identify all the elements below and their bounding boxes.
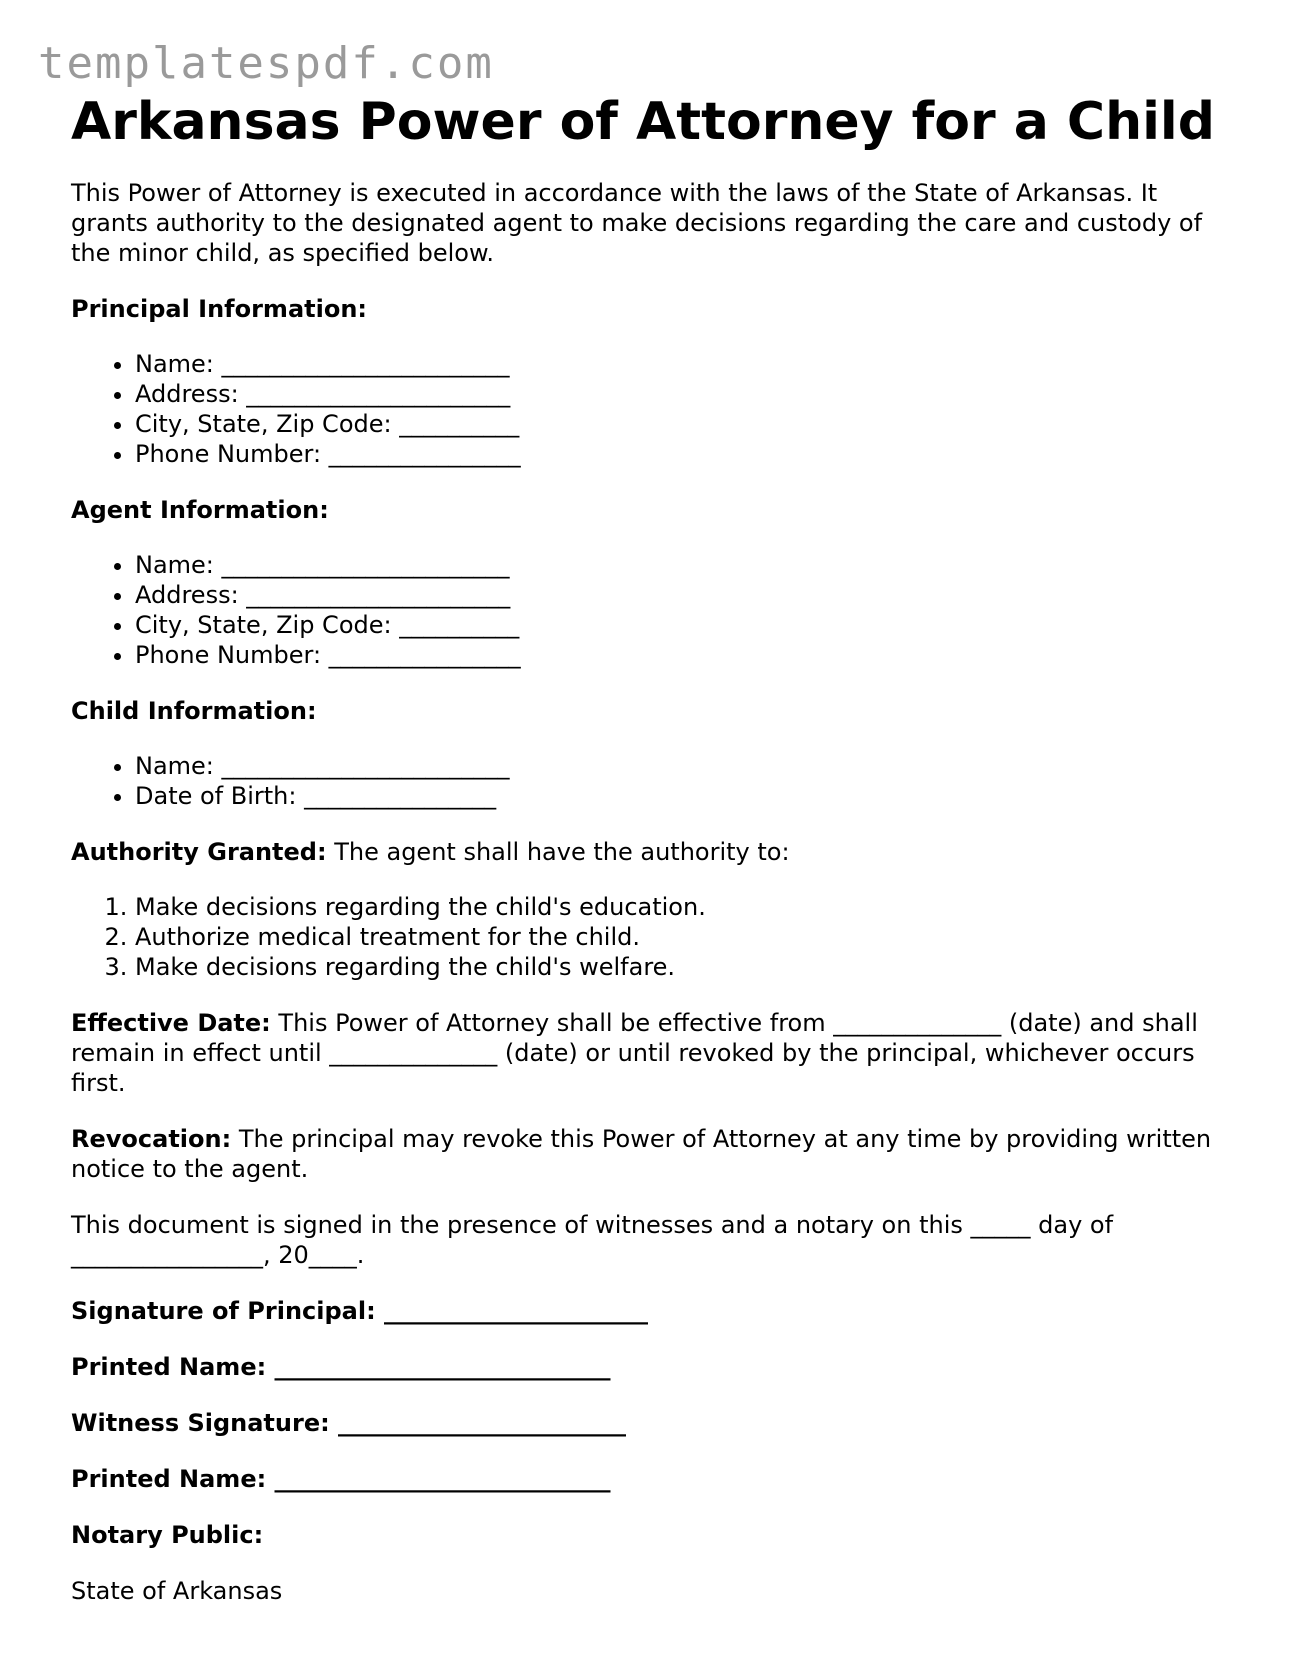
principal-address-field[interactable]: • Address: ______________________ — [135, 379, 1231, 409]
revocation-paragraph — [71, 1124, 1231, 1184]
agent-heading: Agent Information: — [71, 496, 329, 524]
authority-text: The agent shall have the authority to: — [326, 838, 790, 866]
principal-signature-line[interactable]: Signature of Principal: ______________________ — [71, 1297, 649, 1325]
authority-item: 3. Make decisions regarding the child's welfare. — [135, 952, 1231, 982]
authority-label: Authority Granted: — [71, 838, 327, 866]
state-line: State of Arkansas — [71, 1577, 283, 1605]
effective-date-label: Effective Date: — [71, 1009, 271, 1037]
agent-name-field[interactable]: • Name: ________________________ — [135, 550, 1231, 580]
authority-item: 1. Make decisions regarding the child's education. — [135, 892, 1231, 922]
child-heading: Child Information: — [71, 697, 317, 725]
notary-public-heading: Notary Public: — [71, 1521, 264, 1549]
principal-list — [71, 349, 1231, 469]
agent-list — [71, 550, 1231, 670]
child-list — [71, 751, 1231, 811]
revocation-label: Revocation: — [71, 1125, 232, 1153]
witness-printed-name-line[interactable]: Printed Name: ____________________________ — [71, 1465, 611, 1493]
document-title: Arkansas Power of Attorney for a Child — [71, 92, 1215, 152]
authority-list — [71, 892, 1231, 982]
principal-city-field[interactable]: • City, State, Zip Code: __________ — [135, 409, 1231, 439]
effective-date-paragraph — [71, 1008, 1231, 1098]
agent-city-field[interactable]: • City, State, Zip Code: __________ — [135, 610, 1231, 640]
revocation-text: The principal may revoke this Power of Attorney at any time by providing written notice to the agent. — [71, 1125, 1212, 1183]
principal-phone-field[interactable]: • Phone Number: ________________ — [135, 439, 1231, 469]
child-dob-field[interactable]: • Date of Birth: ________________ — [135, 781, 1231, 811]
effective-date-text[interactable]: This Power of Attorney shall be effective from ______________ (date) and shall remain in effect until ______________ (date) or until revoked by the principal, whichever occurs first. — [71, 1009, 1198, 1097]
watermark: templatespdf.com — [38, 38, 494, 89]
authority-item: 2. Authorize medical treatment for the child. — [135, 922, 1231, 952]
document-body — [71, 88, 1231, 1606]
signed-statement[interactable]: This document is signed in the presence of witnesses and a notary on this _____ day of ________________, 20____. — [71, 1211, 1114, 1269]
child-name-field[interactable]: • Name: ________________________ — [135, 751, 1231, 781]
principal-name-field[interactable]: • Name: ________________________ — [135, 349, 1231, 379]
authority-paragraph — [71, 837, 1231, 867]
principal-heading: Principal Information: — [71, 295, 368, 323]
agent-address-field[interactable]: • Address: ______________________ — [135, 580, 1231, 610]
witness-signature-line[interactable]: Witness Signature: ________________________ — [71, 1409, 627, 1437]
intro-paragraph: This Power of Attorney is executed in accordance with the laws of the State of Arkansas. It grants authority to the designated agent to make decisions regarding the care and custody of the minor child, as specified below. — [71, 179, 1203, 267]
principal-printed-name-line[interactable]: Printed Name: ____________________________ — [71, 1353, 611, 1381]
agent-phone-field[interactable]: • Phone Number: ________________ — [135, 640, 1231, 670]
